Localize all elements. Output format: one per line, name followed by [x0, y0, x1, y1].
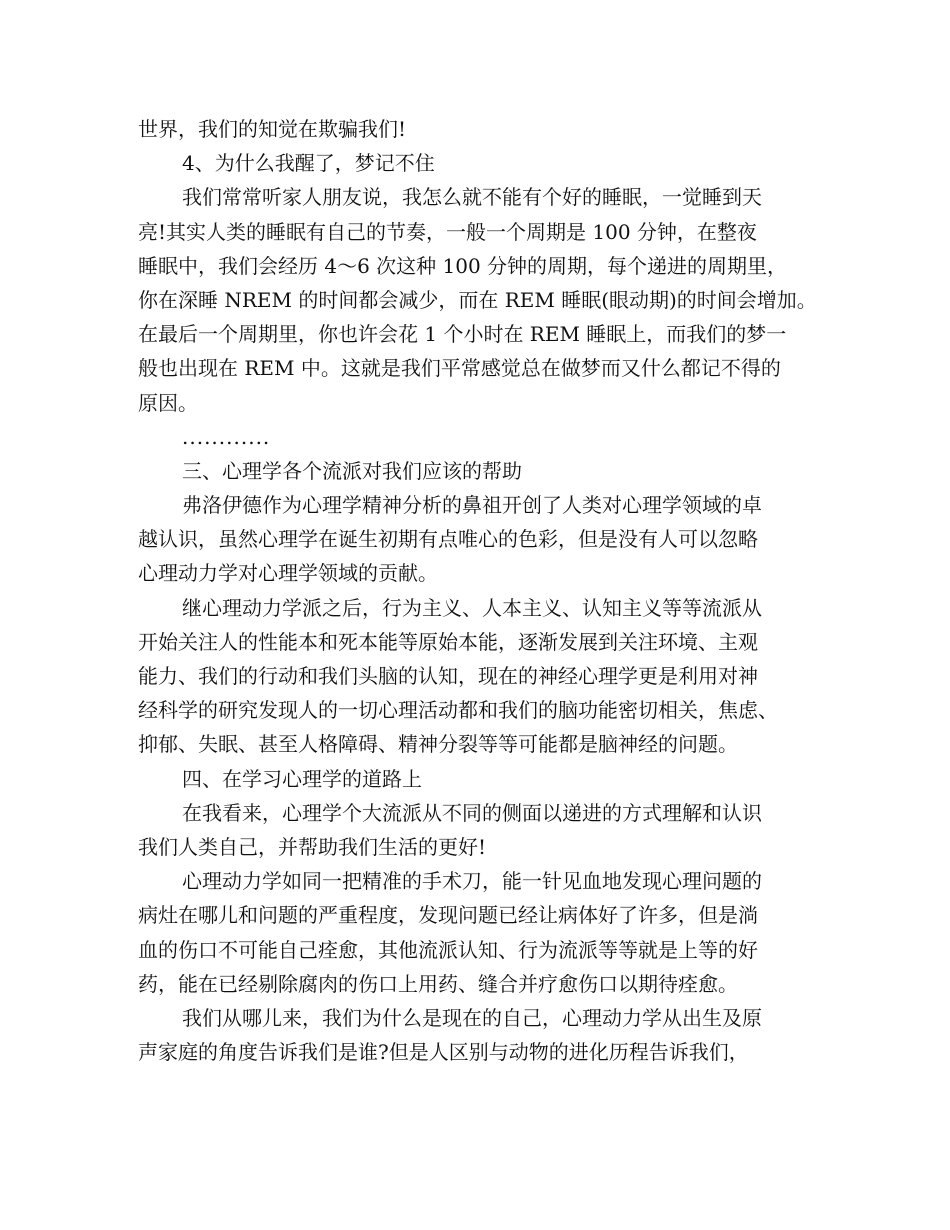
- text-line: 我们人类自己，并帮助我们生活的更好!: [138, 834, 487, 859]
- text-line: 世界，我们的知觉在欺骗我们!: [138, 117, 407, 141]
- text-line: 原因。: [138, 390, 198, 415]
- text-line: 心理动力学如同一把精准的手术刀，能一针见血地发现心理问题的: [182, 869, 762, 894]
- text-line: 睡眠中，我们会经历 4～6 次这种 100 分钟的周期，每个递进的周期里，: [138, 253, 788, 278]
- text-line: 你在深睡 NREM 的时间都会减少，而在 REM 睡眠(眼动期)的时间会增加。: [138, 287, 817, 312]
- text-line: 抑郁、失眠、甚至人格障碍、精神分裂等等可能都是脑神经的问题。: [138, 732, 738, 757]
- text-line: 般也出现在 REM 中。这就是我们平常感觉总在做梦而又什么都记不得的: [138, 356, 781, 381]
- section-heading: 三、心理学各个流派对我们应该的帮助: [182, 458, 522, 483]
- text-line: 能力、我们的行动和我们头脑的认知，现在的神经心理学更是利用对神: [138, 664, 758, 688]
- text-line: 心理动力学对心理学领域的贡献。: [138, 561, 438, 586]
- text-line: 在我看来，心理学个大流派从不同的侧面以递进的方式理解和认识: [182, 800, 762, 825]
- text-line: 病灶在哪儿和问题的严重程度，发现问题已经让病体好了许多，但是淌: [138, 903, 758, 928]
- text-line: 药，能在已经剔除腐肉的伤口上用药、缝合并疗愈伤口以期待痊愈。: [138, 971, 738, 996]
- text-line: 经科学的研究发现人的一切心理活动都和我们的脑功能密切相关，焦虑、: [138, 698, 778, 723]
- document-body: [138, 112, 838, 1069]
- text-line: 亮!其实人类的睡眠有自己的节奏，一般一个周期是 100 分钟，在整夜: [138, 219, 757, 244]
- text-line: 弗洛伊德作为心理学精神分析的鼻祖开创了人类对心理学领域的卓: [182, 493, 762, 518]
- text-line: 我们从哪儿来，我们为什么是现在的自己，心理动力学从出生及原: [182, 1005, 762, 1030]
- text-line: 在最后一个周期里，你也许会花 1 个小时在 REM 睡眠上，而我们的梦一: [138, 322, 787, 347]
- text-line: 我们常常听家人朋友说，我怎么就不能有个好的睡眠，一觉睡到天: [182, 185, 762, 210]
- ellipsis-divider: ............: [182, 424, 271, 449]
- text-line: 血的伤口不可能自己痊愈，其他流派认知、行为流派等等就是上等的好: [138, 937, 758, 962]
- text-line: 越认识，虽然心理学在诞生初期有点唯心的色彩，但是没有人可以忽略: [138, 527, 758, 552]
- section-heading: 4、为什么我醒了，梦记不住: [182, 151, 435, 176]
- text-line: 声家庭的角度告诉我们是谁?但是人区别与动物的进化历程告诉我们，: [138, 1040, 749, 1065]
- section-heading: 四、在学习心理学的道路上: [182, 766, 422, 791]
- text-line: 开始关注人的性能本和死本能等原始本能，逐渐发展到关注环境、主观: [138, 629, 758, 654]
- text-line: 继心理动力学派之后，行为主义、人本主义、认知主义等等流派从: [182, 595, 762, 620]
